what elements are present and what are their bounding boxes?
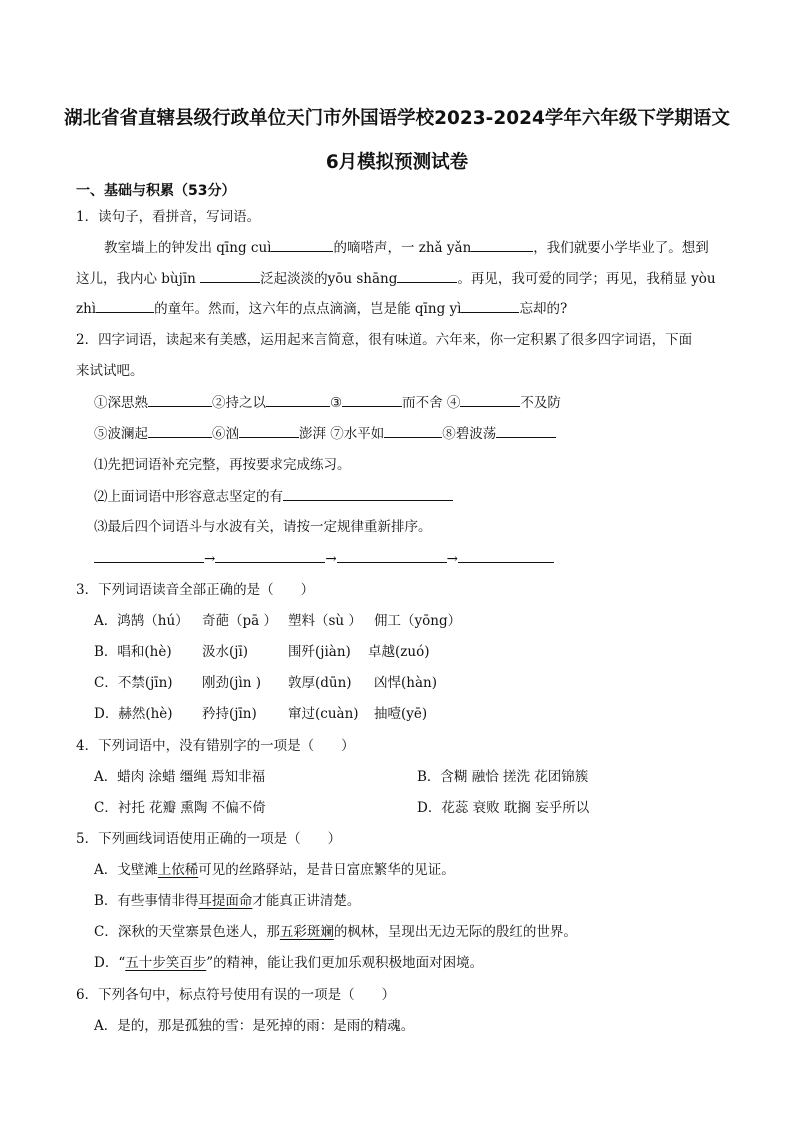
q3-option-a[interactable] — [94, 611, 462, 631]
option-item: 塑料（sù ） — [288, 613, 362, 629]
option-item: 抽噎(yē) — [374, 706, 428, 722]
q2-sub3: ⑶最后四个词语斗与水波有关，请按一定规律重新排序。 — [94, 519, 432, 535]
option-item: 汲水(jī) — [202, 644, 249, 660]
option-text: D．“ — [94, 955, 126, 971]
q1-text: 的童年。然而，这六年的点点滴滴，岂是能 qīng yì — [154, 301, 462, 317]
exam-title-line1: 湖北省省直辖县级行政单位天门市外国语学校2023-2024学年六年级下学期语文 — [64, 108, 730, 129]
answer-blank[interactable] — [337, 548, 447, 563]
arrow: → — [446, 551, 458, 567]
idiom-prompt: ①深思熟 — [94, 395, 148, 411]
answer-blank[interactable] — [342, 392, 402, 407]
option-item: B．唱和(hè) — [94, 644, 172, 660]
q3-option-c[interactable] — [94, 673, 437, 693]
q1-text: 教室墙上的钟发出 qīng cuì — [104, 240, 272, 256]
q1-paragraph-line2 — [76, 268, 716, 289]
q6-stem: 6．下列各句中，标点符号使用有误的一项是（ ） — [76, 987, 396, 1003]
option-text: 才能真正讲清楚。 — [252, 893, 361, 909]
answer-blank[interactable] — [271, 237, 333, 252]
option-text: A．戈壁滩 — [94, 862, 158, 878]
option-item: 佣工（yōng） — [374, 613, 462, 629]
answer-blank[interactable] — [148, 423, 212, 438]
answer-blank[interactable] — [266, 392, 330, 407]
answer-blank[interactable] — [283, 486, 453, 501]
option-item: D．赫然(hè) — [94, 706, 173, 722]
option-text: C．深秋的天堂寨景色迷人，那 — [94, 924, 280, 940]
q1-text: zhì — [76, 301, 97, 317]
q1-text: 。再见，我可爱的同学；再见，我稍显 yòu — [457, 271, 716, 287]
option-item: 敦厚(dūn) — [288, 675, 352, 691]
q4-option-a[interactable]: A．蜡肉 涂蜡 缰绳 焉知非福 — [94, 769, 266, 785]
option-item: A．鸿鹄（hú） — [94, 613, 189, 629]
q1-paragraph-line3 — [76, 298, 567, 319]
q3-option-b[interactable] — [94, 642, 430, 662]
q1-paragraph-line1 — [104, 237, 709, 258]
q1-text: 这儿，我内心 bùjīn — [76, 271, 201, 287]
q1-stem: 1．读句子，看拼音，写词语。 — [76, 209, 261, 225]
q5-stem: 5．下列画线词语使用正确的一项是（ ） — [76, 831, 342, 847]
answer-blank[interactable] — [461, 298, 519, 313]
answer-blank[interactable] — [239, 423, 299, 438]
q4-option-c[interactable]: C．衬托 花瓣 熏陶 不偏不倚 — [94, 800, 266, 816]
option-item: 矜持(jīn) — [202, 706, 257, 722]
idiom-prompt: 不及防 — [520, 395, 561, 411]
q2-sub1: ⑴先把词语补充完整，再按要求完成练习。 — [94, 457, 351, 473]
q2-stem: 2．四字词语，读起来有美感，运用起来言简意，很有味道。六年来，你一定积累了很多四字词语，下面 — [76, 332, 693, 348]
option-item: 凶悍(hàn) — [374, 675, 437, 691]
q5-option-d[interactable] — [94, 953, 483, 973]
option-item: 奇葩（pā ） — [202, 613, 277, 629]
exam-title-line2: 6月模拟预测试卷 — [325, 152, 469, 173]
option-text: B．有些事情非得 — [94, 893, 199, 909]
answer-blank[interactable] — [384, 423, 442, 438]
answer-blank[interactable] — [496, 423, 556, 438]
idiom-prompt: ③ — [330, 395, 343, 411]
q2-stem-cont: 来试试吧。 — [76, 363, 144, 379]
q1-text: 忘却的? — [519, 301, 568, 317]
answer-blank[interactable] — [458, 548, 554, 563]
q2-order-row — [94, 548, 554, 569]
q2-word-row2 — [94, 423, 556, 444]
arrow: → — [325, 551, 337, 567]
q2-word-row1 — [94, 392, 561, 413]
option-item: 围歼(jiàn) — [288, 644, 351, 660]
q5-option-c[interactable] — [94, 922, 577, 942]
answer-blank[interactable] — [94, 548, 204, 563]
answer-blank[interactable] — [460, 392, 520, 407]
option-text: 的枫林，呈现出无边无际的殷红的世界。 — [333, 924, 577, 940]
q3-stem: 3．下列词语读音全部正确的是（ ） — [76, 582, 315, 598]
answer-blank[interactable] — [96, 298, 154, 313]
underlined-word: 五彩斑斓 — [279, 924, 334, 940]
option-item: 窜过(cuàn) — [288, 706, 359, 722]
answer-blank[interactable] — [471, 237, 533, 252]
underlined-word: 五十步笑百步 — [125, 955, 207, 971]
q2-sub2 — [94, 486, 453, 507]
q2-sub2-text: ⑵上面词语中形容意志坚定的有 — [94, 489, 283, 505]
idiom-prompt: ②持之以 — [212, 395, 266, 411]
q3-option-d[interactable] — [94, 704, 428, 724]
underlined-word: 耳提面命 — [198, 893, 253, 909]
option-text: 可见的丝路驿站，是昔日富庶繁华的见证。 — [198, 862, 455, 878]
option-item: C．不禁(jīn) — [94, 675, 173, 691]
q5-option-b[interactable] — [94, 891, 360, 911]
answer-blank[interactable] — [148, 392, 212, 407]
answer-blank[interactable] — [397, 268, 457, 283]
idiom-prompt: ⑧碧波荡 — [442, 426, 497, 442]
q4-option-b[interactable]: B．含糊 融恰 搓洗 花团锦簇 — [417, 769, 589, 785]
q1-text: 泛起淡淡的yōu shāng — [260, 271, 398, 287]
section-heading: 一、基础与积累（53分） — [76, 183, 236, 199]
q1-text: 的嘀嗒声，一 zhǎ yǎn — [333, 240, 472, 256]
idiom-prompt: 澎湃 ⑦水平如 — [299, 426, 385, 442]
q5-option-a[interactable] — [94, 860, 455, 880]
idiom-prompt: ⑥汹 — [212, 426, 239, 442]
arrow: → — [204, 551, 216, 567]
option-item: 卓越(zuó) — [368, 644, 430, 660]
q4-stem: 4．下列词语中，没有错别字的一项是（ ） — [76, 738, 355, 754]
answer-blank[interactable] — [215, 548, 325, 563]
q4-option-d[interactable]: D．花蕊 衰败 耽搁 妄乎所以 — [417, 800, 590, 816]
q6-option-a[interactable]: A．是的，那是孤独的雪：是死掉的雨：是雨的精魂。 — [94, 1018, 415, 1034]
option-item: 刚劲(jìn ) — [202, 675, 262, 691]
idiom-prompt: ⑤波澜起 — [94, 426, 148, 442]
underlined-word: 上依稀 — [157, 862, 199, 878]
idiom-prompt: 而不舍 ④ — [402, 395, 461, 411]
q1-text: ，我们就要小学毕业了。想到 — [533, 240, 709, 256]
answer-blank[interactable] — [200, 268, 260, 283]
option-text: ”的精神，能让我们更加乐观积极地面对困境。 — [206, 955, 484, 971]
